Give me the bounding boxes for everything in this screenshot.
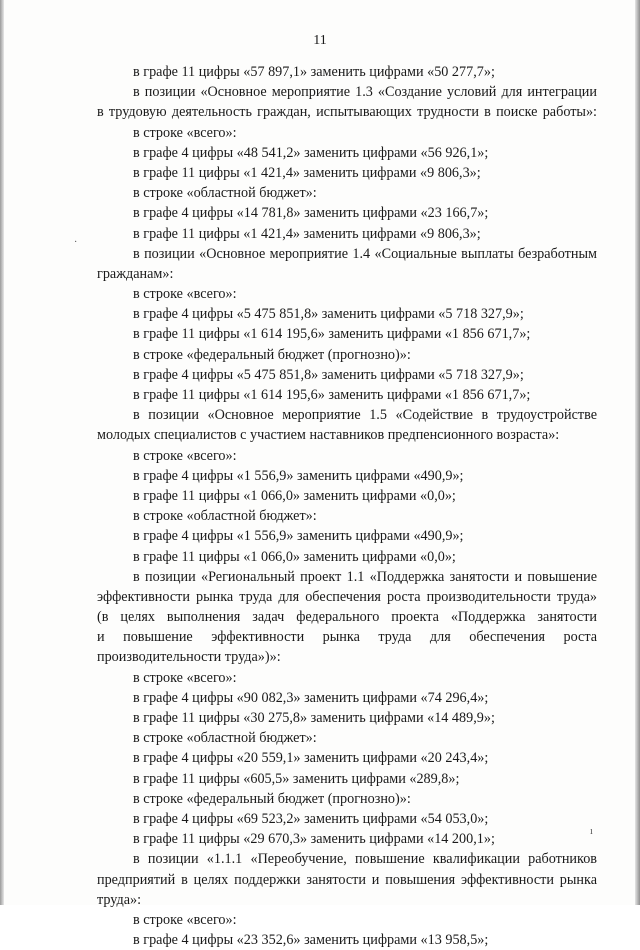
text-line: в графе 4 цифры «1 556,9» заменить цифрами «490,9»; [133, 528, 464, 545]
text-line: в графе 11 цифры «605,5» заменить цифрами «289,8»; [133, 770, 460, 787]
text-line: в графе 4 цифры «5 475 851,8» заменить цифрами «5 718 327,9»; [133, 306, 524, 323]
text-line: эффективности рынка труда для обеспечения роста производительности труда» [97, 588, 597, 605]
text-line: (в целях выполнения задач федерального проекта «Поддержка занятости [97, 609, 597, 626]
text-line: в графе 4 цифры «23 352,6» заменить цифрами «13 958,5»; [133, 932, 489, 949]
page-number: 11 [313, 33, 327, 48]
text-line: гражданам»: [97, 265, 174, 282]
document-body [97, 62, 597, 950]
text-line: в графе 11 цифры «1 614 195,6» заменить цифрами «1 856 671,7»; [133, 326, 531, 343]
text-line: в графе 11 цифры «1 066,0» заменить цифрами «0,0»; [133, 487, 456, 504]
text-line: в графе 11 цифры «1 421,4» заменить цифрами «9 806,3»; [133, 164, 481, 181]
text-line: в графе 4 цифры «90 082,3» заменить цифрами «74 296,4»; [133, 689, 489, 706]
text-line: в графе 4 цифры «5 475 851,8» заменить цифрами «5 718 327,9»; [133, 366, 524, 383]
text-line: и повышение эффективности рынка труда для обеспечения роста [97, 629, 597, 646]
text-line: в графе 4 цифры «20 559,1» заменить цифрами «20 243,4»; [133, 750, 489, 767]
text-line: в позиции «Региональный проект 1.1 «Поддержка занятости и повышение [133, 568, 597, 585]
scan-edge-right [635, 0, 640, 905]
text-line: в графе 11 цифры «57 897,1» заменить цифрами «50 277,7»; [133, 64, 495, 80]
text-line: в графе 4 цифры «1 556,9» заменить цифрами «490,9»; [133, 467, 464, 484]
text-line: производительности труда»)»: [97, 649, 281, 666]
margin-mark: · [74, 237, 78, 248]
text-line: в строке «федеральный бюджет (прогнозно)»: [133, 346, 411, 363]
text-line: в позиции «Основное мероприятие 1.3 «Создание условий для интеграции [133, 84, 597, 101]
text-line: в строке «федеральный бюджет (прогнозно)»: [133, 790, 411, 807]
text-line: в графе 11 цифры «1 066,0» заменить цифрами «0,0»; [133, 548, 456, 565]
text-line: в графе 11 цифры «30 275,8» заменить цифрами «14 489,9»; [133, 710, 495, 726]
text-line: в графе 11 цифры «29 670,3» заменить цифрами «14 200,1»; [133, 831, 495, 848]
text-line: в графе 4 цифры «48 541,2» заменить цифрами «56 926,1»; [133, 144, 489, 161]
text-line: в строке «всего»: [133, 286, 237, 303]
text-line: в строке «областной бюджет»: [133, 508, 317, 525]
text-line: в графе 11 цифры «1 614 195,6» заменить цифрами «1 856 671,7»; [133, 387, 531, 403]
text-line: предприятий в целях поддержки занятости и повышения эффективности рынка [97, 871, 597, 888]
text-line: в строке «всего»: [133, 911, 237, 928]
text-line: в позиции «Основное мероприятие 1.5 «Содействие в трудоустройстве [133, 407, 597, 424]
text-line: в строке «областной бюджет»: [133, 730, 317, 747]
text-line: в строке «всего»: [133, 124, 237, 141]
text-line: молодых специалистов с участием наставников предпенсионного возраста»: [97, 427, 560, 444]
text-line: в позиции «1.1.1 «Переобучение, повышение квалификации работников [133, 851, 597, 868]
text-line: в трудовую деятельность граждан, испытывающих трудности в поиске работы»: [97, 104, 597, 121]
text-line: в позиции «Основное мероприятие 1.4 «Социальные выплаты безработным [133, 245, 597, 262]
scan-edge-left [0, 0, 4, 905]
text-line: в строке «всего»: [133, 669, 237, 686]
text-line: в графе 4 цифры «14 781,8» заменить цифрами «23 166,7»; [133, 205, 489, 222]
text-line: в строке «областной бюджет»: [133, 185, 317, 202]
text-line: в графе 11 цифры «1 421,4» заменить цифрами «9 806,3»; [133, 225, 481, 242]
text-line: труда»: [97, 891, 142, 908]
corner-mark: ı [590, 826, 593, 837]
text-line: в строке «всего»: [133, 447, 237, 464]
text-line: в графе 4 цифры «69 523,2» заменить цифрами «54 053,0»; [133, 810, 489, 827]
